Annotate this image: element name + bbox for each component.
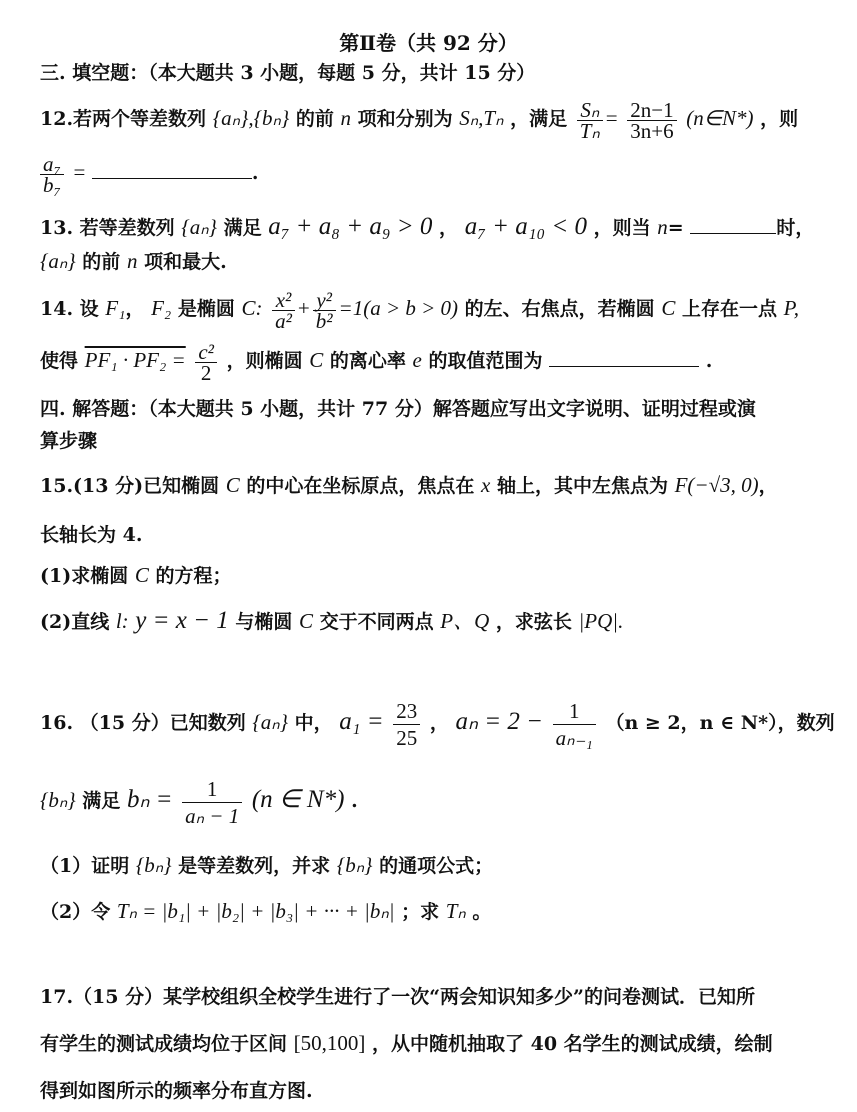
ellipse-x-term: $\frac{\text{x²}}{\text{a²}}$ xyxy=(272,290,295,331)
question-17-line2: 有学生的测试成绩均位于区间 [50,100] ，从中随机抽取了 40 名学生的测试成绩，绘制 xyxy=(40,1031,773,1055)
vector-dot-product: PF₁ · PF₂ = xyxy=(84,348,186,372)
question-15-line2: 长轴长为 4. xyxy=(40,524,143,546)
question-13-line2: {aₙ} 的前 n 项和最大. xyxy=(40,249,227,273)
question-13-line1: 13. 若等差数列 {aₙ} 满足 a₇ + a₈ + a₉ > 0 ， a₇ + a₁₀ < 0 ，则当 n= 时， xyxy=(40,213,815,240)
ratio-fraction: $\frac{2n-1}{3n+6}$ xyxy=(627,100,676,141)
question-16-line1: 16. （15 分）已知数列 {aₙ} 中， a₁ = $\frac{23}{25}$ ， aₙ = 2 − $\frac{1}{\text{aₙ₋₁}}$ （n ≥ 2，n ∈ N*），数列 xyxy=(40,698,835,750)
bn-fraction: $\frac{1}{\text{aₙ − 1}}$ xyxy=(182,776,242,829)
question-12-line2: $\frac{\text{a₇}}{\text{b₇}}$ = . xyxy=(40,150,259,195)
ellipse-y-term: $\frac{\text{y²}}{\text{b²}}$ xyxy=(313,290,336,331)
question-17-line1: 17.（15 分）某学校组织全校学生进行了一次“两会知识知多少”的问卷测试．已知所 xyxy=(40,986,755,1008)
an-recursive-fraction: $\frac{1}{\text{aₙ₋₁}}$ xyxy=(553,698,596,751)
answer-blank-13[interactable] xyxy=(690,215,776,234)
question-12-line1: 12.若两个等差数列 {aₙ},{bₙ} 的前 n 项和分别为 Sₙ,Tₙ ，满足 $\frac{\text{Sₙ}}{\text{Tₙ}}$ = $\frac{2n-1}{3n+6}$ (n∈N*) ，则 xyxy=(40,97,799,143)
question-15-line1: 15.(13 分)已知椭圆 C 的中心在坐标原点，焦点在 x 轴上，其中左焦点为 F(−√3, 0)， xyxy=(40,473,778,497)
sn-over-tn-fraction: $\frac{\text{Sₙ}}{\text{Tₙ}}$ xyxy=(577,100,603,141)
section-header: 第Ⅱ卷（共 92 分） xyxy=(339,31,518,55)
question-14-line1: 14. 设 F₁， F₂ 是椭圆 C: $\frac{\text{x²}}{\text{a²}}$ + $\frac{\text{y²}}{\text{b²}}$ =1(a > b > 0) 的左、右焦点，若椭圆 C 上存在一点 P, xyxy=(40,287,799,333)
question-17-line3: 得到如图所示的频率分布直方图. xyxy=(40,1080,313,1102)
question-16-sub2: （2）令 Tₙ = |b₁| + |b₂| + |b₃| + ··· + |bₙ| ；求 Tₙ 。 xyxy=(40,899,492,923)
part4-title-line1: 四. 解答题：（本大题共 5 小题，共计 77 分）解答题应写出文字说明、证明过程或演 xyxy=(40,398,756,420)
question-16-line2: {bₙ} 满足 bₙ = $\frac{1}{\text{aₙ − 1}}$ (n ∈ N*) . xyxy=(40,776,358,828)
question-14-line2: 使得 PF₁ · PF₂ = $\frac{\text{c²}}{2}$ ，则椭圆 C 的离心率 e 的取值范围为 . xyxy=(40,339,713,385)
question-16-sub1: （1）证明 {bₙ} 是等差数列，并求 {bₙ} 的通项公式； xyxy=(40,853,494,877)
part3-title: 三. 填空题：（本大题共 3 小题，每题 5 分，共计 15 分） xyxy=(40,62,536,84)
a7-over-b7-fraction: $\frac{\text{a₇}}{\text{b₇}}$ xyxy=(40,154,64,195)
a1-fraction: $\frac{23}{25}$ xyxy=(393,698,420,751)
c-squared-over-2: $\frac{\text{c²}}{2}$ xyxy=(195,342,217,383)
question-15-sub2: (2)直线 l: y = x − 1 与椭圆 C 交于不同两点 P、Q ，求弦长 |PQ|. xyxy=(40,607,624,634)
answer-blank-12[interactable] xyxy=(92,160,252,179)
question-15-sub1: (1)求椭圆 C 的方程； xyxy=(40,563,232,587)
answer-blank-14[interactable] xyxy=(549,348,699,367)
part4-title-line2: 算步骤 xyxy=(40,430,98,452)
